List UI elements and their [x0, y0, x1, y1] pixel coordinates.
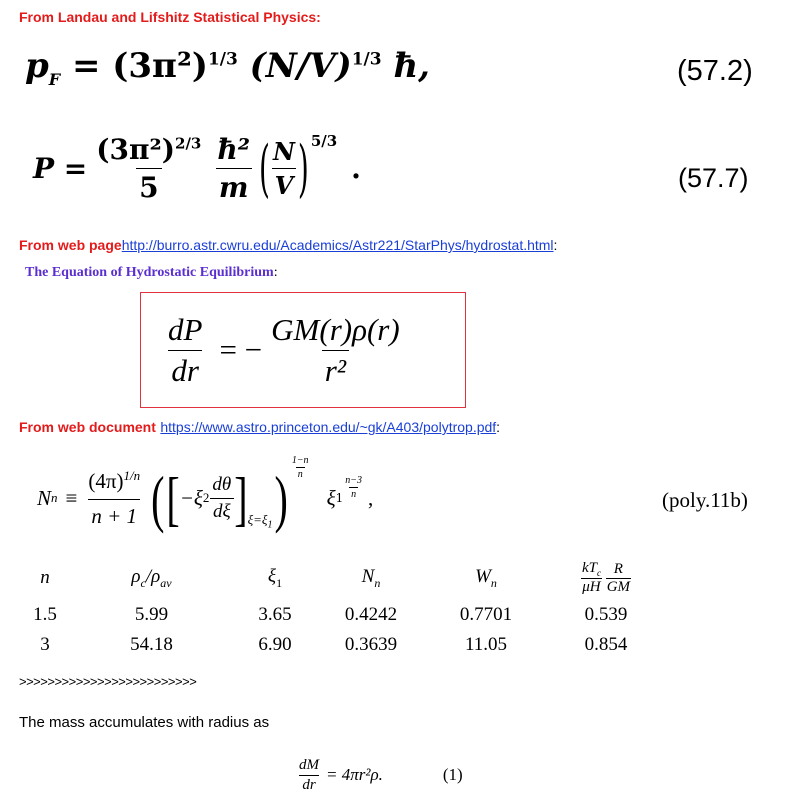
- equation-57-7: [33, 128, 361, 208]
- frac-den: n + 1: [88, 499, 140, 529]
- table-header-row: [26, 556, 671, 600]
- frac-num: (3π²): [96, 132, 176, 166]
- frac-num-exp: 2/3: [175, 134, 202, 153]
- paren-close: ): [274, 462, 288, 534]
- eq-exp2: 1/3: [351, 49, 382, 70]
- cell-Wn: 0.7701: [459, 604, 513, 625]
- eq-lhs-sub: n: [51, 490, 58, 505]
- eval-point: $\xi=\xi_1$: [247, 512, 273, 531]
- mass-equation: [296, 750, 463, 800]
- frac-den: r²: [322, 350, 349, 389]
- cell-rho-ratio: 54.18: [130, 634, 173, 655]
- eq-rhs-a: = (3π: [71, 46, 177, 86]
- source-label-web-document: From web document: [19, 419, 156, 435]
- paren-open: (: [259, 131, 270, 205]
- header-Nn: $N_n$: [361, 565, 381, 590]
- cell-kTc: 0.539: [584, 604, 628, 625]
- cell-kTc: 0.854: [584, 634, 628, 655]
- colon: :: [496, 419, 501, 435]
- polytrope-equation: [37, 453, 373, 543]
- frac-den: dξ: [210, 498, 234, 523]
- fraction: [209, 474, 234, 523]
- header-xi1: $\xi_1$: [267, 565, 283, 590]
- eq-rhs-b: ²): [176, 46, 208, 86]
- source-label-web-page: From web page: [19, 237, 122, 253]
- frac-num-exp: 1/n: [123, 467, 141, 483]
- paren-open: (: [151, 462, 165, 534]
- hydrostatic-equation: [165, 300, 403, 400]
- polytrope-table: [26, 556, 671, 660]
- eq-rhs-d: ħ,: [393, 46, 430, 86]
- colon: :: [553, 237, 558, 253]
- frac-den: dr: [168, 350, 202, 389]
- equation-number-poly-11b: (poly.11b): [662, 488, 748, 512]
- hydrostatic-subtitle: [25, 263, 278, 281]
- frac-num: ħ²: [217, 132, 250, 166]
- source-line-web-page: [19, 237, 557, 255]
- cell-xi1: 6.90: [258, 634, 292, 655]
- xi-exponent: [343, 475, 364, 500]
- header-kTc: $\frac{kT_c}{\mu H}$ $\frac{R}{GM}$: [581, 560, 631, 595]
- separator-arrows: >>>>>>>>>>>>>>>>>>>>>>>>>: [19, 674, 197, 689]
- frac-num: dM: [299, 756, 319, 773]
- eq-rhs-c: (N/V): [249, 46, 352, 86]
- xi-sub: 1: [335, 491, 344, 505]
- hydrostat-link[interactable]: http://burro.astr.cwru.edu/Academics/Astr221/StarPhys/hydrostat.html: [121, 237, 554, 253]
- equiv: ≡: [65, 485, 78, 510]
- inner: −ξ: [179, 485, 203, 510]
- inner-exp: 2: [202, 490, 210, 505]
- eq-exp1: 1/3: [207, 49, 238, 70]
- frac-num: dθ: [212, 473, 232, 495]
- frac-den: n: [351, 489, 357, 500]
- cell-n: 1.5: [33, 604, 57, 625]
- cell-xi1: 3.65: [258, 604, 292, 625]
- polytrop-link[interactable]: https://www.astro.princeton.edu/~gk/A403/polytrop.pdf: [160, 419, 497, 435]
- frac-num: (4π): [88, 468, 124, 493]
- table-row: [26, 600, 671, 630]
- eq-lhs: P =: [33, 151, 88, 185]
- frac-den: n: [297, 469, 303, 480]
- eq-lhs-sub: F: [48, 69, 61, 89]
- header-n: n: [40, 567, 50, 588]
- header-rho-ratio: $\rho_c/\rho_{av}$: [131, 565, 172, 590]
- equation-57-2: [25, 46, 430, 89]
- frac-num: N: [272, 136, 295, 166]
- subtitle-text: The Equation of Hydrostatic Equilibrium: [25, 265, 274, 280]
- equation-number-57-7: (57.7): [678, 163, 749, 193]
- bracket-close: ]: [234, 464, 248, 532]
- frac-num: dP: [168, 311, 203, 347]
- source-line-web-document: [19, 419, 500, 437]
- mass-accumulation-text: The mass accumulates with radius as: [19, 714, 270, 731]
- equals-minus: = −: [219, 332, 263, 367]
- xi: ξ: [326, 485, 336, 510]
- fraction: [93, 133, 204, 204]
- cell-n: 3: [40, 634, 50, 655]
- cell-Nn: 0.4242: [344, 604, 398, 625]
- table-row: [26, 630, 671, 660]
- cell-rho-ratio: 5.99: [134, 604, 169, 625]
- fraction: [296, 757, 322, 794]
- cell-Nn: 0.3639: [344, 634, 398, 655]
- source-label-landau: From Landau and Lifshitz Statistical Physics:: [19, 9, 321, 25]
- fraction: [268, 312, 403, 389]
- eq-tail: .: [351, 151, 361, 185]
- bracket-open: [: [166, 464, 180, 532]
- eq-rhs: = 4πr²ρ.: [326, 765, 383, 784]
- fraction: [214, 133, 253, 204]
- header-Wn: $W_n$: [475, 565, 497, 590]
- subtitle-colon: :: [273, 265, 278, 280]
- fraction: [165, 312, 205, 389]
- frac-den: V: [272, 168, 297, 200]
- frac-num: 1−n: [291, 455, 309, 466]
- equation-number-57-2: (57.2): [677, 55, 753, 87]
- equation-number-1: (1): [442, 765, 463, 784]
- frac-den: dr: [299, 775, 318, 794]
- eq-tail: ,: [367, 485, 374, 510]
- fraction: [85, 468, 143, 529]
- cell-Wn: 11.05: [464, 634, 508, 655]
- frac-num: n−3: [345, 475, 362, 486]
- frac-den: 5: [136, 168, 161, 204]
- frac-den: m: [216, 168, 252, 204]
- eq-lhs: N: [37, 485, 52, 510]
- eq-lhs: p: [25, 46, 49, 86]
- frac-num: GM(r)ρ(r): [271, 311, 400, 347]
- fraction: [270, 137, 298, 200]
- outer-exponent: [290, 455, 311, 480]
- paren-close: ): [297, 131, 309, 205]
- exponent: 5/3: [310, 132, 338, 150]
